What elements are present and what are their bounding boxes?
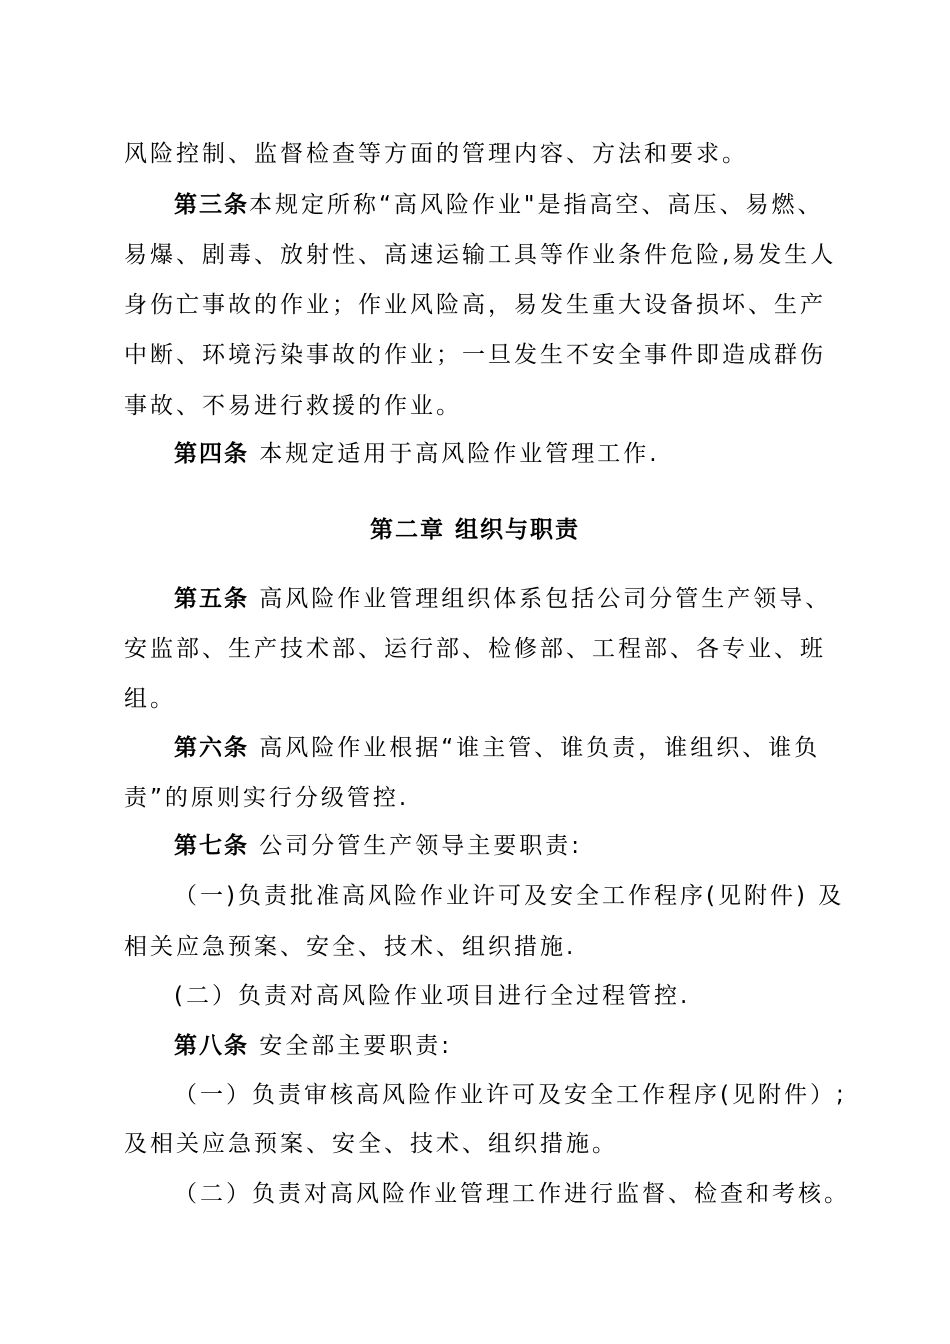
- text-line: [124, 139, 748, 169]
- line-text: 事故、不易进行救援的作业。: [124, 393, 462, 419]
- text-line: [124, 391, 462, 421]
- line-text: 高风险作业管理组织体系包括公司分管生产领导、: [249, 586, 832, 612]
- line-text: 公司分管生产领导主要职责:: [249, 833, 583, 859]
- article-heading: 第五条: [174, 586, 249, 612]
- line-text: 安监部、生产技术部、运行部、检修部、工程部、各专业、班: [124, 636, 826, 662]
- line-text: 本规定所称“高风险作业"是指高空、高压、易燃、: [249, 192, 824, 218]
- article-8-paragraph: [174, 1031, 452, 1061]
- text-line: [124, 240, 836, 270]
- text-line: [124, 1129, 618, 1159]
- text-line: [124, 932, 576, 962]
- text-line: [174, 981, 690, 1011]
- article-heading: 第三条: [174, 192, 249, 218]
- text-line: [124, 340, 826, 370]
- line-text: 高风险作业根据“谁主管、谁负责，谁组织、谁负: [249, 735, 821, 761]
- line-text: 组。: [124, 686, 176, 712]
- text-line: [124, 783, 409, 813]
- line-text: 本规定适用于高风险作业管理工作.: [249, 441, 660, 467]
- line-text: 易爆、剧毒、放射性、高速运输工具等作业条件危险,易发生人: [124, 242, 837, 268]
- article-5-paragraph: [174, 584, 831, 614]
- line-text: （二）负责对高风险作业管理工作进行监督、检查和考核。: [174, 1181, 850, 1207]
- line-text: 及相关应急预案、安全、技术、组织措施。: [124, 1131, 618, 1157]
- article-heading: 第六条: [174, 735, 249, 761]
- text-line: [174, 881, 844, 911]
- article-7-paragraph: [174, 831, 582, 861]
- text-line: [124, 684, 176, 714]
- line-text: （一)负责批准高风险作业许可及安全工作程序(见附件) 及: [174, 883, 845, 909]
- text-line: [124, 290, 826, 320]
- line-text: 中断、环境污染事故的作业；一旦发生不安全事件即造成群伤: [124, 342, 826, 368]
- article-heading: 第八条: [174, 1033, 249, 1059]
- chapter-title: 第二章 组织与职责: [369, 517, 580, 543]
- text-line: [174, 1179, 850, 1209]
- text-line: [124, 634, 826, 664]
- article-4-paragraph: [174, 439, 660, 469]
- line-text: （一）负责审核高风险作业许可及安全工作程序(见附件）;: [174, 1082, 847, 1108]
- line-text: (二）负责对高风险作业项目进行全过程管控.: [174, 983, 691, 1009]
- article-heading: 第四条: [174, 441, 249, 467]
- line-text: 身伤亡事故的作业；作业风险高，易发生重大设备损坏、生产: [124, 292, 826, 318]
- text-line: [174, 1080, 847, 1110]
- line-text: 责”的原则实行分级管控.: [124, 785, 410, 811]
- article-heading: 第七条: [174, 833, 249, 859]
- line-text: 风险控制、监督检查等方面的管理内容、方法和要求。: [124, 141, 748, 167]
- line-text: 相关应急预案、安全、技术、组织措施.: [124, 934, 577, 960]
- line-text: 安全部主要职责:: [249, 1033, 453, 1059]
- article-6-paragraph: [174, 733, 820, 763]
- article-3-paragraph: [174, 190, 824, 220]
